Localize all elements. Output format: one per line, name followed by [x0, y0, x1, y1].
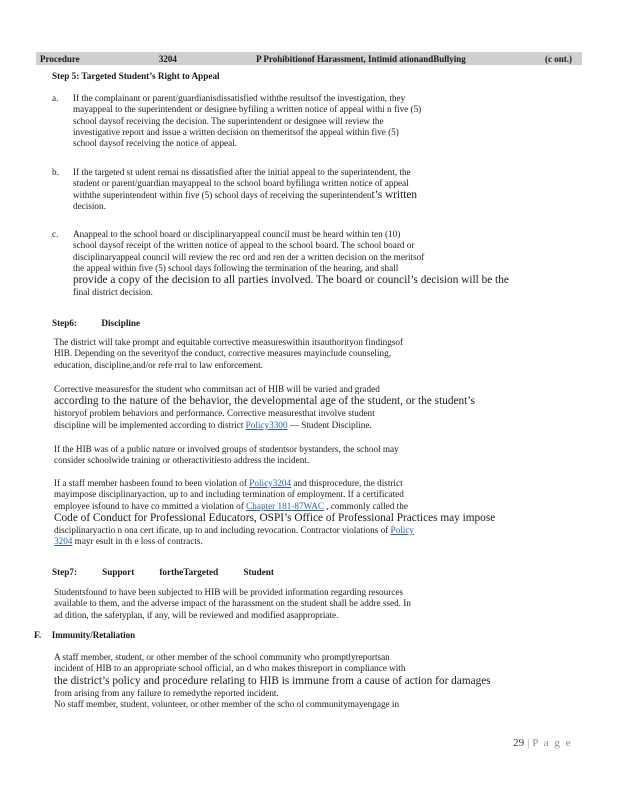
policy-3300-link[interactable]: Policy3300	[245, 419, 288, 430]
text-line: provide a copy of the decision to all parties involved. The board or council’s decision will be the	[73, 274, 509, 287]
text-span: disciplinaryactio n ona cert ificate, up to and including revocation. Contractor violations of	[54, 524, 391, 535]
text-line: the district’s policy and procedure relating to HIB is immune from a cause of action for damages	[54, 674, 491, 687]
step5-b-paragraph	[73, 167, 575, 212]
step7-word: Support	[102, 567, 135, 577]
step7-paragraph	[54, 587, 575, 621]
header-procedure-number: 3204	[158, 53, 177, 64]
text-span: employee isfound to have co mmitted a violation of	[54, 500, 247, 511]
text-line: from arising from any failure to remedythe reported incident.	[54, 687, 279, 698]
header-procedure-label: Procedure	[40, 53, 80, 64]
step6-paragraph-1	[54, 337, 575, 371]
text-line: according to the nature of the behavior, the developmental age of the student, or the student’s	[54, 395, 475, 408]
step6-label: Step6:	[52, 318, 78, 328]
text-span: , commonly called the	[323, 500, 408, 511]
section-f-heading	[34, 630, 135, 641]
header-continued: (c ont.)	[544, 53, 572, 64]
text-line	[73, 190, 575, 201]
step6-paragraph-3	[54, 444, 575, 467]
text-line: consider schoolwide training or otheractivitiesto address the incident.	[54, 455, 310, 466]
text-line: mayimpose disciplinaryaction, up to and including termination of employment. If a certificated	[54, 489, 404, 500]
text-line	[54, 536, 575, 547]
policy-3204-link-2[interactable]: Policy	[390, 524, 415, 535]
step6-title: Discipline	[101, 318, 141, 328]
text-line	[54, 478, 575, 489]
text-line	[54, 501, 575, 512]
text-line: school daysof receiving the notice of appeal.	[73, 138, 238, 149]
procedure-header	[36, 52, 582, 65]
header-procedure-title: P Prohibitionof Harassment, Intimid ationandBullying	[256, 53, 466, 64]
page-number: 29	[513, 737, 525, 749]
text-line: final district decision.	[73, 287, 153, 298]
text-line: school daysof receiving the decision. The superintendent or designee will review the	[73, 115, 384, 126]
text-line: HIB. Depending on the severityof the conduct, corrective measures mayinclude counseling,	[54, 348, 392, 359]
text-line: disciplinaryappeal council will review the rec ord and ren der a written decision on the meritsof	[73, 251, 425, 262]
step5-a-marker: a.	[52, 93, 59, 103]
text-line: If the complainant or parent/guardianisdissatisfied withthe resultsof the investigation, they	[73, 93, 406, 103]
step6-heading	[52, 318, 140, 328]
step5-heading: Step 5: Targeted Student’s Right to Appeal	[52, 71, 220, 81]
page-footer	[513, 737, 572, 749]
text-line: available to them, and the adverse impact of the harassment on the student shall be addre ssed. In	[54, 598, 411, 609]
text-span: t’s written	[371, 189, 418, 201]
policy-3204-link[interactable]: Policy3204	[249, 478, 292, 488]
text-line: If the targeted st udent remai ns dissatisfied after the initial appeal to the superintendent, the	[73, 167, 411, 177]
text-line: If the HIB was of a public nature or involved groups of studentsor bystanders, the school may	[54, 444, 399, 454]
text-line: historyof problem behaviors and performance. Corrective measuresthat involve student	[54, 408, 375, 419]
step5-c-marker: c.	[52, 229, 59, 239]
text-line: the appeal within five (5) school days following the termination of the hearing, and shall	[73, 262, 399, 273]
chapter-181-87wac-link[interactable]: Chapter 181-87WAC	[246, 500, 324, 511]
text-line: A staff member, student, or other member of the school community who promptlyreportsan	[54, 652, 390, 662]
text-line: Anappeal to the school board or disciplinaryappeal council must be heard within ten (10)	[73, 229, 401, 239]
text-line: incident of HIB to an appropriate school official, an d who makes thisreport in compliance with	[54, 663, 406, 674]
text-line: Corrective measuresfor the student who commitsan act of HIB will be varied and graded	[54, 384, 380, 394]
text-line: student or parent/guardian mayappeal to the school board byfilinga written notice of appeal	[73, 178, 409, 189]
step5-c-paragraph	[73, 229, 575, 298]
text-line: The district will take prompt and equitable corrective measureswithin itsauthorityon findingsof	[54, 337, 404, 347]
text-line: decision.	[73, 200, 106, 211]
text-line: No staff member, student, volunteer, or other member of the scho ol communitymayengage in	[54, 698, 400, 709]
page-label: P a g e	[532, 737, 572, 749]
footer-separator: |	[527, 737, 530, 749]
step7-title: fortheTargeted	[159, 567, 219, 577]
text-line	[54, 525, 575, 536]
text-line: school daysof receipt of the written notice of appeal to the school board. The school board or	[73, 240, 415, 251]
step7-heading	[52, 567, 274, 577]
text-line: Studentsfound to have been subjected to HIB will be provided information regarding resources	[54, 587, 404, 597]
text-span: and thisprocedure, the district	[291, 478, 403, 488]
section-f-paragraph-1	[54, 652, 575, 710]
step7-word-end: Student	[243, 567, 274, 577]
step5-a-paragraph	[73, 93, 575, 149]
text-span: If a staff member hasbeen found to been violation of	[54, 478, 250, 488]
text-line	[54, 420, 575, 431]
text-line: Code of Conduct for Professional Educators, OSPI’s Office of Professional Practices may impose	[54, 511, 496, 524]
step7-label: Step7:	[52, 567, 78, 577]
text-span: withthe superintendent within five (5) school days of receiving the superintenden	[73, 189, 372, 200]
text-line: investigative report and issue a written decision on themeritsof the appeal within five (5)	[73, 126, 399, 137]
text-line: ad dition, the safetyplan, if any, will be reviewed and modified asappropriate.	[54, 609, 339, 620]
text-span: discipline will be implemented according to district	[54, 419, 246, 430]
section-f-title: Immunity/Retaliation	[51, 630, 136, 640]
step5-b-marker: b.	[52, 167, 59, 177]
text-span: — Student Discipline.	[287, 419, 372, 430]
text-line: mayappeal to the superintendent or designee byfiling a written notice of appeal withi n five (5)	[73, 104, 422, 115]
policy-3204-link-2b[interactable]: 3204	[54, 536, 73, 547]
text-line: education, discipline,and/or refe rral to law enforcement.	[54, 359, 263, 370]
text-span: mayr esult in th e loss of contracts.	[72, 536, 203, 547]
section-f-marker: F.	[34, 631, 42, 641]
step6-paragraph-4	[54, 478, 575, 547]
step6-paragraph-2	[54, 384, 575, 431]
